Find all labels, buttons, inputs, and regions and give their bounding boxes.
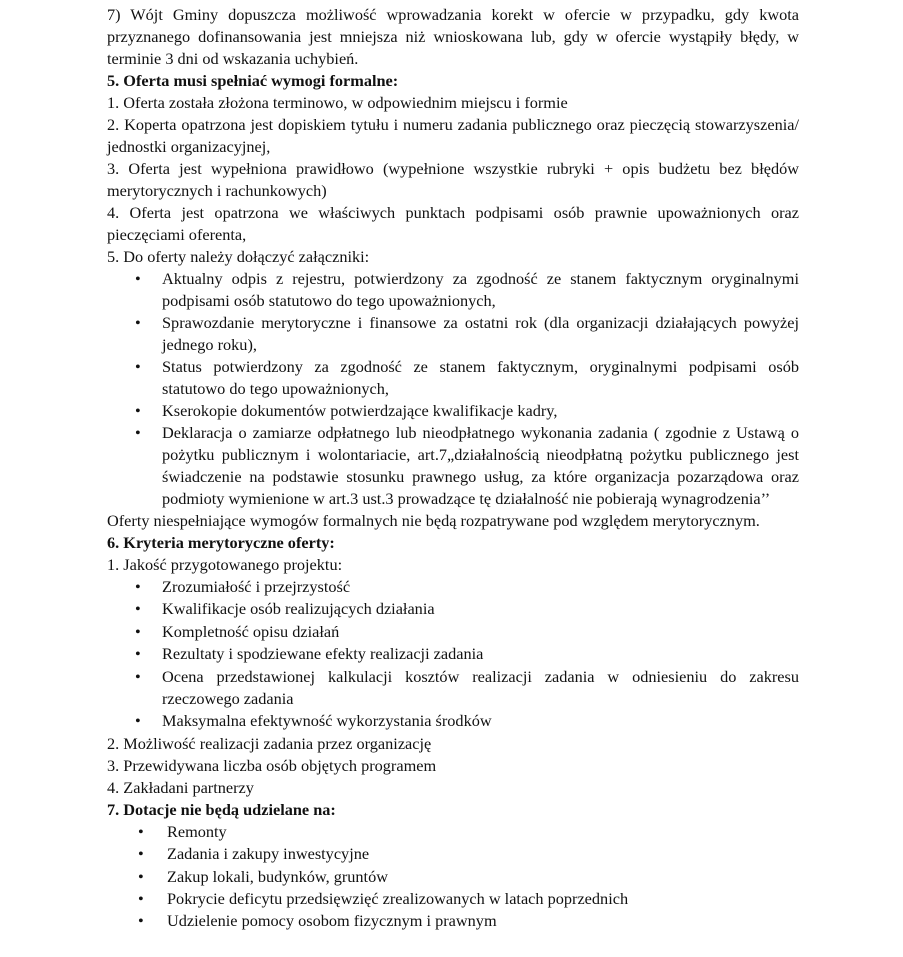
list-item: • Zadania i zakupy inwestycyjne [107, 843, 799, 865]
bullet-icon: • [135, 357, 141, 376]
section-6-heading: 6. Kryteria merytoryczne oferty: [107, 533, 335, 552]
list-item: • Remonty [107, 821, 799, 843]
list-item: • Kompletność opisu działań [107, 621, 799, 643]
bullet-icon: • [138, 844, 144, 864]
bullet-icon: • [138, 821, 144, 841]
bullet-icon: • [138, 866, 144, 886]
section-5-item-3: 3. Oferta jest wypełniona prawidłowo (wypełnione wszystkie rubryki + opis budżetu bez błędów merytorycznych i rachunkowych) [107, 159, 799, 200]
criteria-list [107, 576, 799, 733]
list-item: • Pokrycie deficytu przedsięwzięć zrealizowanych w latach poprzednich [107, 888, 799, 910]
excluded-costs-list [107, 821, 799, 933]
bullet-icon: • [135, 423, 141, 442]
list-item: • Udzielenie pomocy osobom fizycznym i prawnym [107, 910, 799, 932]
attachments-list [107, 268, 799, 510]
list-item: • Rezultaty i spodziewane efekty realizacji zadania [107, 643, 799, 665]
section-5-item-2: 2. Koperta opatrzona jest dopiskiem tytułu i numeru zadania publicznego oraz pieczęcią stowarzyszenia/ jednostki organizacyjnej, [107, 115, 799, 156]
section-6-item-1: 1. Jakość przygotowanego projektu: [107, 555, 343, 574]
section-5-item-4: 4. Oferta jest opatrzona we właściwych punktach podpisami osób prawnie upoważnionych oraz pieczęciami oferenta, [107, 203, 799, 244]
list-item: • Aktualny odpis z rejestru, potwierdzony za zgodność ze stanem faktycznym oryginalnymi podpisami osób statutowo do tego upoważnionych, [135, 269, 799, 310]
list-item: • Maksymalna efektywność wykorzystania środków [107, 710, 799, 732]
section-5-item-1: 1. Oferta została złożona terminowo, w odpowiednim miejscu i formie [107, 93, 568, 112]
list-item: • Kserokopie dokumentów potwierdzające kwalifikacje kadry, [135, 401, 558, 420]
bullet-icon: • [135, 599, 141, 619]
section-5-heading: 5. Oferta musi spełniać wymogi formalne: [107, 71, 399, 90]
list-item: • Zakup lokali, budynków, gruntów [107, 866, 799, 888]
bullet-icon: • [135, 621, 141, 641]
list-item: • Deklaracja o zamiarze odpłatnego lub nieodpłatnego wykonania zadania ( zgodnie z Ustawą o pożytku publicznym i wolontariacie, art.7„działalnością nieodpłatną pożytku publicznego jest świadczenie na podstawie stosunku prawnego usług, za które organizacja pozarządowa oraz podmioty wymienione w art.3 ust.3 prowadzące tę działalność nie pobierają wynagrodzenia’’ [135, 423, 799, 508]
bullet-icon: • [135, 644, 141, 664]
bullet-icon: • [138, 889, 144, 909]
list-item: • Ocena przedstawionej kalkulacji kosztów realizacji zadania w odniesieniu do zakresu rzeczowego zadania [135, 666, 799, 709]
section-6-item-4: 4. Zakładani partnerzy [107, 777, 254, 797]
bullet-icon: • [135, 577, 141, 596]
list-item: • Status potwierdzony za zgodność ze stanem faktycznym, oryginalnymi podpisami osób statutowo do tego upoważnionych, [135, 357, 799, 398]
bullet-icon: • [135, 711, 141, 731]
paragraph-wojt-corrections: 7) Wójt Gminy dopuszcza możliwość wprowadzania korekt w ofercie w przypadku, gdy kwota przyznanego dofinansowania jest mniejsza niż wnioskowana lub, gdy w ofercie wystąpiły błędy, w terminie 3 dni od wskazania uchybień. [107, 5, 799, 68]
section-6-item-3: 3. Przewidywana liczba osób objętych programem [107, 755, 437, 775]
section-5-item-5: 5. Do oferty należy dołączyć załączniki: [107, 247, 370, 266]
bullet-icon: • [135, 313, 141, 332]
bullet-icon: • [138, 911, 144, 931]
list-item: • Kwalifikacje osób realizujących działania [107, 598, 799, 620]
section-6-item-2: 2. Możliwość realizacji zadania przez organizację [107, 733, 432, 753]
bullet-icon: • [135, 401, 141, 420]
section-7-heading: 7. Dotacje nie będą udzielane na: [107, 799, 336, 819]
list-item: • Zrozumiałość i przejrzystość [107, 576, 799, 598]
formal-requirements-note: Oferty niespełniające wymogów formalnych nie będą rozpatrywane pod względem merytorycznym. [107, 511, 760, 530]
bullet-icon: • [135, 269, 141, 288]
list-item: • Sprawozdanie merytoryczne i finansowe za ostatni rok (dla organizacji działających powyżej jednego roku), [135, 313, 799, 354]
bullet-icon: • [135, 666, 141, 686]
